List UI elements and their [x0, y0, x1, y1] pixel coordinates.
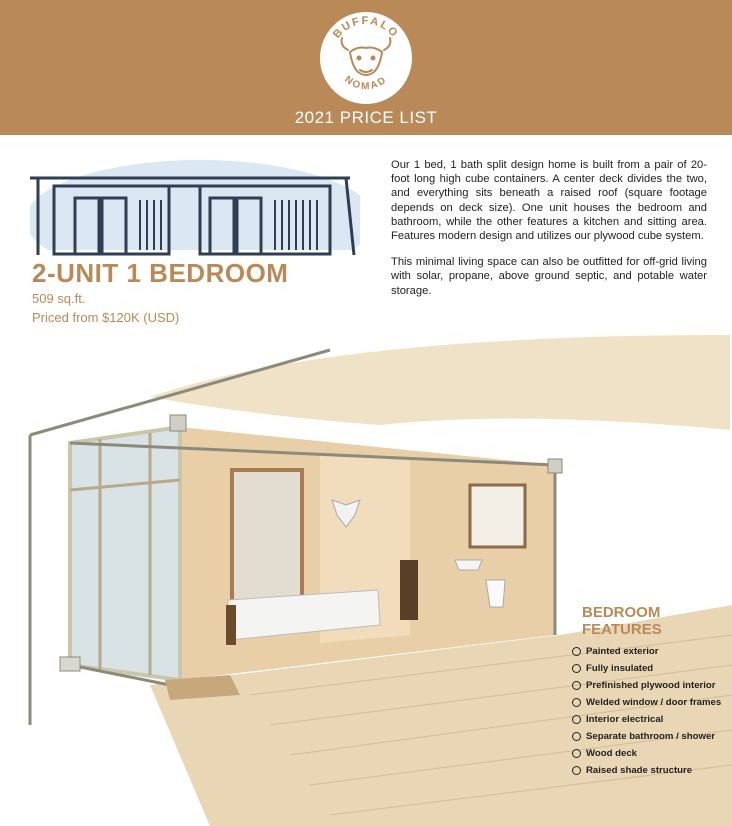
circle-bullet-icon: [572, 766, 581, 775]
feature-item: [570, 697, 730, 708]
features-heading-line-1: BEDROOM: [582, 604, 661, 621]
product-description: [391, 158, 707, 310]
container-floorplan-illustration: [30, 150, 360, 260]
feature-label: Raised shade structure: [586, 765, 693, 776]
logo-brand-top: BUFFALO: [331, 14, 401, 41]
feature-item: [570, 731, 730, 742]
feature-label: Interior electrical: [586, 714, 664, 725]
feature-label: Prefinished plywood interior: [586, 680, 716, 691]
feature-label: Wood deck: [586, 748, 637, 759]
circle-bullet-icon: [572, 732, 581, 741]
circle-bullet-icon: [572, 749, 581, 758]
product-title: 2-UNIT 1 BEDROOM: [32, 258, 289, 288]
logo-brand-bottom: NOMAD: [342, 74, 390, 93]
description-paragraph-2: This minimal living space can also be outfitted for off-grid living with solar, propane, above ground septic, and potable water storage.: [391, 256, 707, 297]
features-list: [570, 646, 730, 776]
bedroom-features-panel: [570, 604, 730, 782]
feature-item: [570, 680, 730, 691]
circle-bullet-icon: [572, 698, 581, 707]
feature-label: Fully insulated: [586, 663, 654, 674]
price-list-title: 2021 PRICE LIST: [294, 108, 438, 127]
feature-label: Welded window / door frames: [586, 697, 722, 708]
feature-item: [570, 765, 730, 776]
feature-label: Separate bathroom / shower: [586, 731, 716, 742]
circle-bullet-icon: [572, 647, 581, 656]
feature-item: [570, 748, 730, 759]
product-price: Priced from $120K (USD): [32, 310, 180, 325]
feature-item: [570, 646, 730, 657]
feature-item: [570, 714, 730, 725]
circle-bullet-icon: [572, 664, 581, 673]
feature-item: [570, 663, 730, 674]
description-paragraph-1: Our 1 bed, 1 bath split design home is built from a pair of 20-foot long high cube containers. A center deck divides the two, and everything sits beneath a raised roof (square footage depends on deck size). One unit houses the bedroom and bathroom, while the other features a kitchen and sitting area. Features modern design and utilizes our plywood cube system.: [391, 159, 707, 243]
feature-label: Painted exterior: [586, 646, 659, 657]
features-heading-line-2: FEATURES: [582, 621, 662, 638]
buffalo-nomad-logo: [318, 10, 414, 106]
circle-bullet-icon: [572, 715, 581, 724]
header-banner: [0, 0, 732, 135]
circle-bullet-icon: [572, 681, 581, 690]
product-square-footage: 509 sq.ft.: [32, 291, 86, 306]
features-heading: [582, 604, 730, 638]
